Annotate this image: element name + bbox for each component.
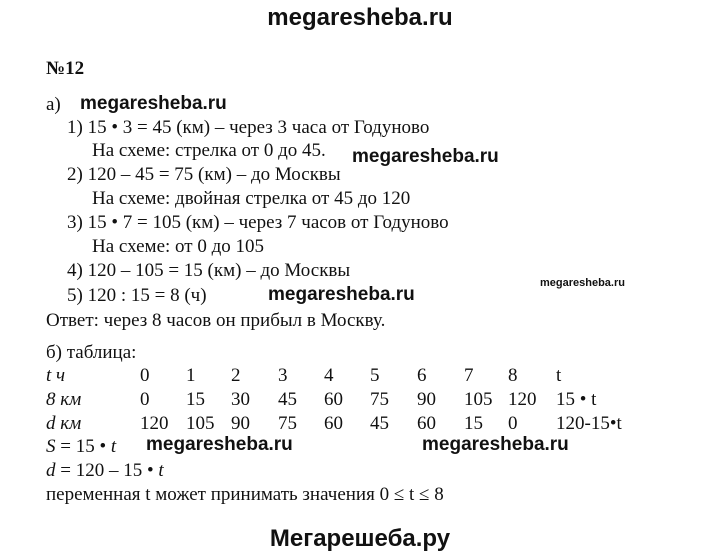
- table-cell: 15: [464, 413, 483, 434]
- table-cell: 5: [370, 365, 380, 386]
- table-cell: 30: [231, 389, 250, 410]
- formula-d-var: d: [46, 460, 56, 481]
- table-cell: 105: [464, 389, 493, 410]
- formula-s-var: S: [46, 436, 56, 457]
- table-row-label: d км: [46, 413, 82, 434]
- watermark: megaresheba.ru: [146, 434, 293, 455]
- table-cell: 75: [278, 413, 297, 434]
- formula-d: [46, 460, 164, 482]
- table-cell: 75: [370, 389, 389, 410]
- table-cell: 4: [324, 365, 334, 386]
- solution-line: 1) 15 • 3 = 45 (км) – через 3 часа от Годуново: [67, 117, 430, 138]
- solution-line: На схеме: от 0 до 105: [92, 236, 265, 257]
- watermark: megaresheba.ru: [80, 93, 227, 114]
- watermark: megaresheba.ru: [268, 284, 415, 305]
- formula-d-body: = 120 – 15 •: [55, 460, 159, 481]
- table-row-label: t ч: [46, 365, 66, 386]
- table-row-label: 8 км: [46, 389, 82, 410]
- solution-line: 3) 15 • 7 = 105 (км) – через 7 часов от Годуново: [67, 212, 449, 233]
- table-cell: 60: [417, 413, 436, 434]
- table-cell: 8: [508, 365, 518, 386]
- table-cell: t: [556, 365, 562, 386]
- table-cell: 15 • t: [556, 389, 597, 410]
- formula-s: [46, 436, 116, 458]
- part-a-label: а): [46, 94, 61, 115]
- formula-s-t: t: [110, 436, 117, 457]
- table-cell: 6: [417, 365, 427, 386]
- table-cell: 7: [464, 365, 474, 386]
- table-cell: 2: [231, 365, 241, 386]
- table-cell: 90: [417, 389, 436, 410]
- site-footer: Мегарешеба.ру: [269, 525, 451, 552]
- table-cell: 45: [278, 389, 297, 410]
- watermark: megaresheba.ru: [422, 434, 569, 455]
- table-cell: 1: [186, 365, 196, 386]
- table-cell: 45: [370, 413, 389, 434]
- solution-line: 2) 120 – 45 = 75 (км) – до Москвы: [67, 164, 341, 185]
- problem-number: №12: [46, 58, 85, 79]
- table-cell: 15: [186, 389, 205, 410]
- table-cell: 0: [140, 389, 150, 410]
- table-cell: 0: [508, 413, 518, 434]
- answer-line: Ответ: через 8 часов он прибыл в Москву.: [46, 310, 386, 331]
- table-cell: 60: [324, 389, 343, 410]
- table-cell: 90: [231, 413, 250, 434]
- watermark: megaresheba.ru: [352, 146, 499, 167]
- watermark-small: megaresheba.ru: [540, 277, 625, 289]
- constraint-line: переменная t может принимать значения 0 ≤ t ≤ 8: [46, 484, 444, 505]
- table-cell: 120: [140, 413, 169, 434]
- table-cell: 105: [186, 413, 215, 434]
- table-cell: 120-15•t: [556, 413, 622, 434]
- solution-line: На схеме: стрелка от 0 до 45.: [92, 140, 326, 161]
- part-b-label: б) таблица:: [46, 342, 137, 363]
- table-cell: 0: [140, 365, 150, 386]
- site-header: megaresheba.ru: [267, 4, 453, 31]
- formula-s-body: = 15 •: [55, 436, 111, 457]
- solution-line: 5) 120 : 15 = 8 (ч): [67, 285, 207, 306]
- solution-line: На схеме: двойная стрелка от 45 до 120: [92, 188, 411, 209]
- table-cell: 120: [508, 389, 537, 410]
- solution-line: 4) 120 – 105 = 15 (км) – до Москвы: [67, 260, 351, 281]
- table-cell: 60: [324, 413, 343, 434]
- formula-d-t: t: [158, 460, 164, 481]
- table-cell: 3: [278, 365, 288, 386]
